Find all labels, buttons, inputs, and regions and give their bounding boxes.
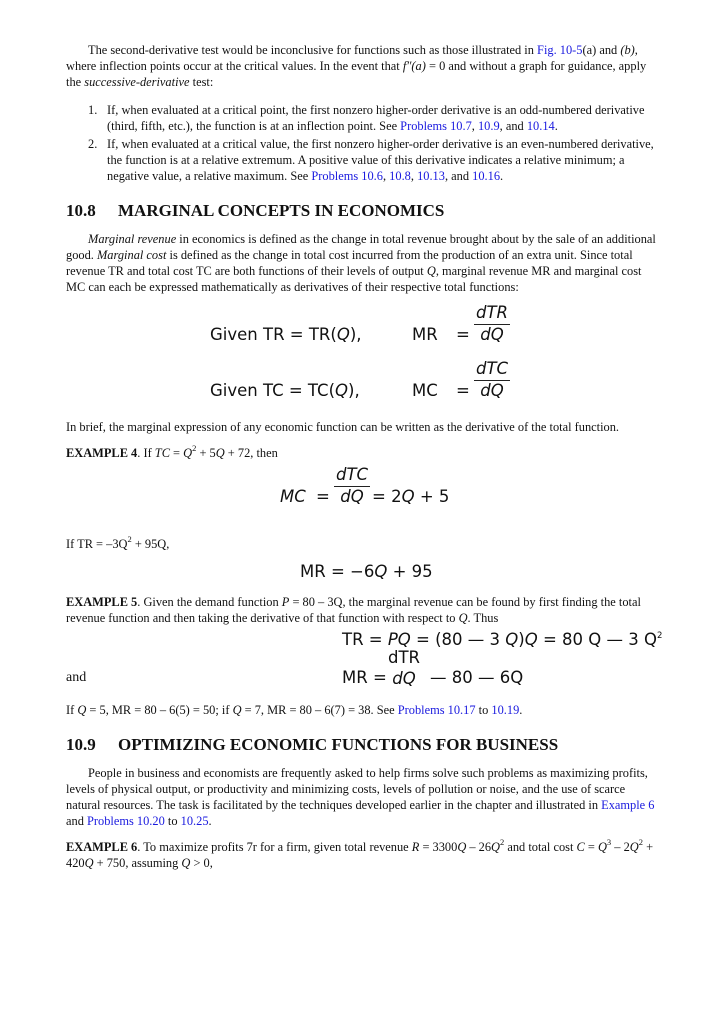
text: Marginal revenue bbox=[88, 232, 177, 246]
text: Q bbox=[336, 325, 350, 344]
problem-link[interactable]: 10.13 bbox=[417, 169, 445, 183]
numerator: dTC bbox=[474, 361, 510, 381]
text: In brief, the marginal expression of any economic function can be written as the derivative of the total function. bbox=[66, 420, 620, 434]
fraction-dtr-dq bbox=[474, 305, 510, 343]
text: The second-derivative test would be inconclusive for functions such as those illustrated in bbox=[88, 43, 538, 57]
text: TC bbox=[154, 446, 170, 460]
text: Q bbox=[215, 446, 225, 460]
superscript: 2 bbox=[656, 630, 663, 641]
text: ), bbox=[348, 381, 360, 400]
equals-sign bbox=[456, 383, 470, 399]
text: = 7, MR = 80 – 6(7) = 38. See bbox=[241, 703, 398, 717]
superscript: 2 bbox=[127, 533, 132, 544]
text: — 80 — 6Q bbox=[430, 668, 524, 687]
text: If, when evaluated at a critical value, the first nonzero higher-order derivative is an even-numbered derivative, the function is at a relative extremum. A positive value of this derivative indicates a relative minimum; a negative value, a relative maximum. See bbox=[107, 137, 654, 183]
example-4-intro bbox=[66, 442, 660, 461]
problem-link[interactable]: 10.9 bbox=[477, 119, 500, 133]
text: and bbox=[66, 814, 87, 828]
text: to bbox=[475, 703, 492, 717]
successive-derivative-list bbox=[66, 102, 660, 184]
text: Q bbox=[77, 703, 87, 717]
text: Q bbox=[401, 487, 415, 506]
text: f″(a) bbox=[402, 59, 426, 73]
marginal-paragraph bbox=[66, 231, 660, 295]
example-label: EXAMPLE 6 bbox=[66, 840, 138, 854]
text: , bbox=[382, 169, 390, 183]
problem-link[interactable]: Problems 10.17 bbox=[397, 703, 476, 717]
text: , where inflection points occur at the critical values. In the event that bbox=[66, 43, 638, 73]
text: = bbox=[456, 381, 470, 400]
text: is defined as the change in total cost incurred from the production of an extra unit. Since total revenue TR and total cost TC are both functions of their levels of output bbox=[66, 248, 633, 278]
numerator: dTR bbox=[474, 305, 510, 325]
text: (b) bbox=[620, 43, 635, 57]
text: = bbox=[316, 487, 330, 506]
section-title: MARGINAL CONCEPTS IN ECONOMICS bbox=[118, 201, 445, 220]
text: Q bbox=[629, 840, 639, 854]
section-number: 10.8 bbox=[66, 201, 96, 220]
optimizing-paragraph bbox=[66, 765, 660, 829]
marginal-equations bbox=[66, 301, 660, 419]
example-label: EXAMPLE 5 bbox=[66, 595, 138, 609]
example-4-mr-equation bbox=[66, 552, 660, 594]
text: = 80 – 3Q, the marginal revenue can be found by first finding the total revenue function and then taking the derivative of that function with respect to bbox=[66, 595, 641, 625]
text: MR = −6 bbox=[300, 562, 375, 581]
brief-paragraph bbox=[66, 419, 660, 435]
text: , bbox=[410, 169, 418, 183]
section-heading-10-9 bbox=[66, 735, 660, 755]
text: . Thus bbox=[467, 611, 499, 625]
denominator: dQ bbox=[392, 669, 416, 688]
problem-link[interactable]: 10.14 bbox=[526, 119, 555, 133]
problem-link[interactable]: Problems 10.20 bbox=[87, 814, 165, 828]
intro-paragraph bbox=[66, 42, 660, 90]
text: , bbox=[471, 119, 478, 133]
text: (a) and bbox=[582, 43, 621, 57]
text: MR bbox=[412, 325, 438, 344]
text: Q bbox=[597, 840, 607, 854]
text: ), bbox=[349, 325, 362, 344]
equation-given-tc bbox=[210, 383, 360, 399]
text: Q bbox=[232, 703, 242, 717]
text: Q bbox=[181, 856, 191, 870]
text: Q bbox=[84, 856, 94, 870]
problem-link[interactable]: 10.8 bbox=[389, 169, 411, 183]
text: R bbox=[411, 840, 420, 854]
text: – 26 bbox=[466, 840, 492, 854]
mr-label bbox=[342, 670, 387, 686]
text: , marginal revenue MR and marginal cost MC can each be expressed mathematically as derivatives of their respective total functions: bbox=[66, 264, 642, 294]
fraction-dtr-dq bbox=[386, 650, 422, 687]
text: = 2 bbox=[372, 487, 402, 506]
text: PQ bbox=[387, 630, 411, 649]
text: If bbox=[66, 703, 78, 717]
text: Q bbox=[374, 562, 388, 581]
text: TR = bbox=[342, 630, 388, 649]
text: successive-derivative bbox=[84, 75, 190, 89]
text: MC bbox=[280, 487, 306, 506]
text: If, when evaluated at a critical point, the first nonzero higher-order derivative is an odd-numbered derivative (third, fifth, etc.), the function is at an inflection point. See bbox=[107, 103, 645, 133]
text: Given TR = TR( bbox=[210, 325, 337, 344]
equation-mc bbox=[412, 383, 438, 399]
numerator: dTR bbox=[388, 648, 421, 667]
text: + 95Q, bbox=[131, 537, 170, 551]
text: Given TC = TC( bbox=[210, 381, 336, 400]
superscript: 2 bbox=[500, 836, 505, 847]
superscript: 3 bbox=[606, 836, 612, 847]
text: . To maximize profits 7r for a firm, given total revenue bbox=[137, 840, 412, 854]
fraction-dtc-dq bbox=[474, 361, 510, 399]
text: = (80 — 3 bbox=[410, 630, 506, 649]
equation-given-tr bbox=[210, 327, 362, 343]
text: Q bbox=[335, 381, 349, 400]
problem-link[interactable]: 10.25 bbox=[180, 814, 209, 828]
example-4-mc-equation bbox=[66, 461, 660, 527]
denominator: dQ bbox=[480, 381, 504, 400]
text: = bbox=[456, 325, 470, 344]
text: . bbox=[500, 169, 504, 183]
mc-rhs bbox=[372, 489, 449, 505]
text: and total cost bbox=[504, 840, 577, 854]
text: . If bbox=[137, 446, 155, 460]
text: Marginal cost bbox=[96, 248, 167, 262]
text: MR = bbox=[342, 668, 387, 687]
text: + 750, assuming bbox=[93, 856, 182, 870]
text: . Given the demand function bbox=[137, 595, 282, 609]
list-number: 2. bbox=[88, 137, 98, 151]
list-item bbox=[66, 136, 660, 184]
example-label: EXAMPLE 4 bbox=[66, 446, 138, 460]
text: . bbox=[554, 119, 558, 133]
text: = bbox=[584, 840, 598, 854]
text: People in business and economists are frequently asked to help firms solve such problems as maximizing profits, levels of physical output, or productivity and minimizing costs, levels of pollution or noise, and the use of scarce natural resources. The task is facilitated by the techniques developed earlier in the chapter and illustrated in bbox=[66, 766, 648, 812]
tr-equation bbox=[342, 632, 662, 648]
text: Q bbox=[183, 446, 193, 460]
text: Q bbox=[491, 840, 500, 854]
denominator: dQ bbox=[480, 325, 504, 344]
mc-lhs bbox=[280, 489, 306, 505]
text: test: bbox=[189, 75, 214, 89]
text: = 5, MR = 80 – 6(5) = 50; if bbox=[86, 703, 233, 717]
section-number: 10.9 bbox=[66, 735, 96, 754]
list-item bbox=[66, 102, 660, 134]
if-tr-line bbox=[66, 533, 660, 552]
text: . bbox=[519, 703, 523, 717]
text: in economics is defined as the change in total revenue brought about by the sale of an additional good. bbox=[66, 232, 656, 262]
section-title: OPTIMIZING ECONOMIC FUNCTIONS FOR BUSINESS bbox=[118, 735, 559, 754]
text: = bbox=[169, 446, 184, 460]
problem-link[interactable]: 10.19 bbox=[491, 703, 520, 717]
text: Q bbox=[426, 264, 436, 278]
example-5-intro bbox=[66, 594, 660, 626]
problem-link[interactable]: 10.16 bbox=[472, 169, 501, 183]
superscript: 2 bbox=[638, 836, 643, 847]
text: = 0 and without a graph for guidance, apply the bbox=[66, 59, 647, 89]
text: . bbox=[208, 814, 212, 828]
text: Q bbox=[505, 630, 519, 649]
section-heading-10-8 bbox=[66, 201, 660, 221]
page-content bbox=[66, 42, 663, 871]
example-6-intro bbox=[66, 836, 660, 871]
text: Q bbox=[524, 630, 538, 649]
text: Q bbox=[458, 611, 468, 625]
text: If TR = –3Q bbox=[66, 537, 128, 551]
equals-sign bbox=[456, 327, 470, 343]
text: C bbox=[576, 840, 585, 854]
denominator: dQ bbox=[340, 487, 364, 506]
text: = 3300 bbox=[419, 840, 458, 854]
fig-10-5-link[interactable]: Fig. 10-5 bbox=[537, 43, 583, 57]
text: – 2 bbox=[611, 840, 630, 854]
problem-link[interactable]: Problems 10.7 bbox=[400, 119, 472, 133]
example-5-equations bbox=[66, 626, 663, 718]
text: > 0, bbox=[190, 856, 213, 870]
text: + 420 bbox=[66, 840, 654, 870]
text: MC bbox=[412, 381, 438, 400]
equals-sign bbox=[316, 489, 330, 505]
text: to bbox=[164, 814, 181, 828]
mr-rhs bbox=[430, 670, 523, 686]
and-label bbox=[66, 670, 86, 686]
text: + 5 bbox=[414, 487, 450, 506]
text: = 80 Q — 3 Q bbox=[537, 630, 657, 649]
text: + 72, then bbox=[224, 446, 278, 460]
text: Q bbox=[457, 840, 467, 854]
fraction-dtc-dq bbox=[334, 467, 370, 505]
text: and bbox=[66, 670, 87, 685]
superscript: 2 bbox=[192, 442, 197, 453]
numerator: dTC bbox=[334, 467, 370, 487]
equation-mr bbox=[412, 327, 438, 343]
text: P bbox=[281, 595, 290, 609]
text: + 95 bbox=[387, 562, 433, 581]
mr-equation bbox=[300, 564, 433, 580]
list-number: 1. bbox=[88, 103, 98, 117]
example-link[interactable]: Example 6 bbox=[601, 798, 655, 812]
problem-link[interactable]: Problems 10.6 bbox=[311, 169, 383, 183]
text: , and bbox=[499, 119, 527, 133]
text: ) bbox=[518, 630, 525, 649]
text: + 5 bbox=[196, 446, 216, 460]
text: , and bbox=[444, 169, 473, 183]
